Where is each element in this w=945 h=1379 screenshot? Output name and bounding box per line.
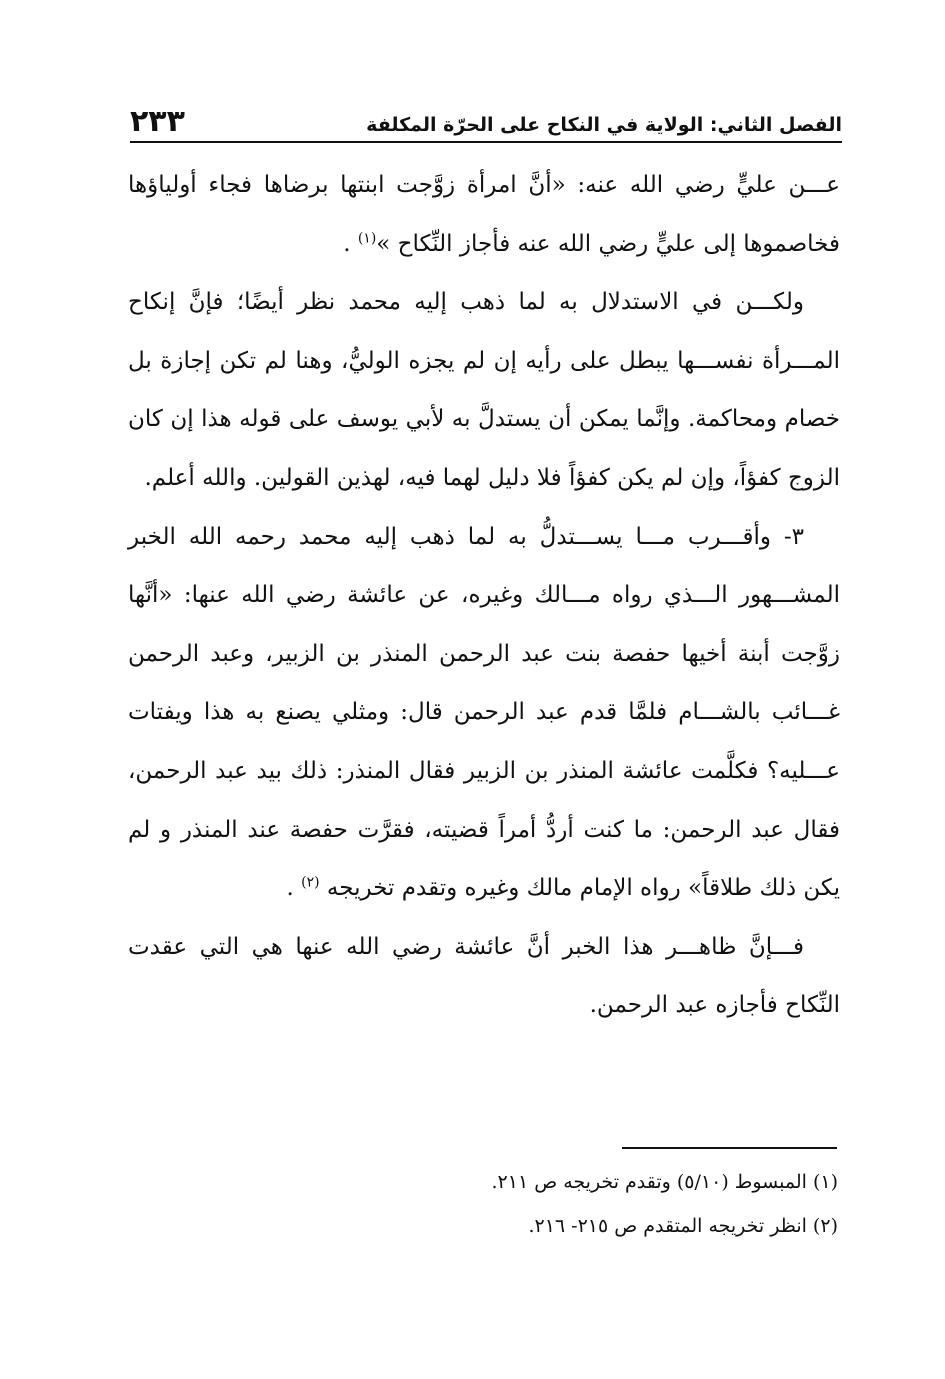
page-header bbox=[130, 100, 842, 140]
paragraph-2: ولكـــن في الاستدلال به لما ذهب إليه محمد نظر أيضًا؛ فإنَّ إنكاح المـــرأة نفســـها يبطل على رأيه إن لم يجزه الوليُّ، وهنا لم تكن إجازة بل خصام ومحاكمة. وإنَّما يمكن أن يستدلَّ به لأبي يوسف على قوله هذا إن كان الزوج كفؤاً، وإن لم يكن كفؤاً فلا دليل لهما فيه، لهذين القولين. والله أعلم. bbox=[128, 289, 840, 491]
paragraph-3-text: ٣- وأقـــرب مـــا يســـتدلُّ به لما ذهب إليه محمد رحمه الله الخبر المشـــهور الـــذي رواه مـــالك وغيره، عن عائشة رضي الله عنها: «أنَّها زوَّجت أبنة أخيها حفصة بنت عبد الرحمن المنذر بن الزبير، وعبد الرحمن غـــائب بالشـــام فلمَّا قدم عبد الرحمن قال: ومثلي يصنع به هذا ويفتات عـــليه؟ فكلَّمت عائشة المنذر بن الزبير فقال المنذر: ذلك بيد عبد الرحمن، فقال عبد الرحمن: ما كنت أردُّ أمراً قضيته، فقرَّت حفصة عند المنذر و لم يكن ذلك طلاقاً» رواه الإمام مالك وغيره وتقدم تخريجه bbox=[128, 523, 840, 902]
paragraph-1 bbox=[128, 156, 840, 273]
running-title: الفصل الثاني: الولاية في النكاح على الحرّة المكلفة bbox=[366, 114, 842, 136]
footnote-1: (١) المبسوط (٥/١٠) وتقدم تخريجه ص ٢١١. bbox=[491, 1171, 838, 1193]
paragraph-1-end: . bbox=[343, 230, 358, 257]
footnote-separator bbox=[622, 1147, 837, 1149]
paragraph-4: فـــإنَّ ظاهـــر هذا الخبر أنَّ عائشة رضي الله عنها هي التي عقدت النِّكاح فأجازه عبد الرحمن. bbox=[128, 933, 840, 1019]
header-rule bbox=[130, 141, 842, 143]
footnote-ref-2: (٢) bbox=[301, 874, 320, 891]
paragraph-3-end: . bbox=[286, 875, 302, 902]
paragraph-1-text: عـــن عليٍّ رضي الله عنه: «أنَّ امرأة زوَّجت ابنتها برضاها فجاء أولياؤها فخاصموها إلى عليٍّ رضي الله عنه فأجاز النِّكاح » bbox=[128, 172, 840, 257]
footnotes bbox=[300, 1160, 838, 1248]
paragraph-3 bbox=[128, 508, 840, 918]
footnote-2: (٢) انظر تخريجه المتقدم ص ٢١٥- ٢١٦. bbox=[528, 1215, 838, 1237]
page-number: ٢٣٣ bbox=[130, 104, 185, 139]
footnote-ref-1: (١) bbox=[357, 229, 377, 246]
body-text bbox=[128, 156, 840, 1035]
